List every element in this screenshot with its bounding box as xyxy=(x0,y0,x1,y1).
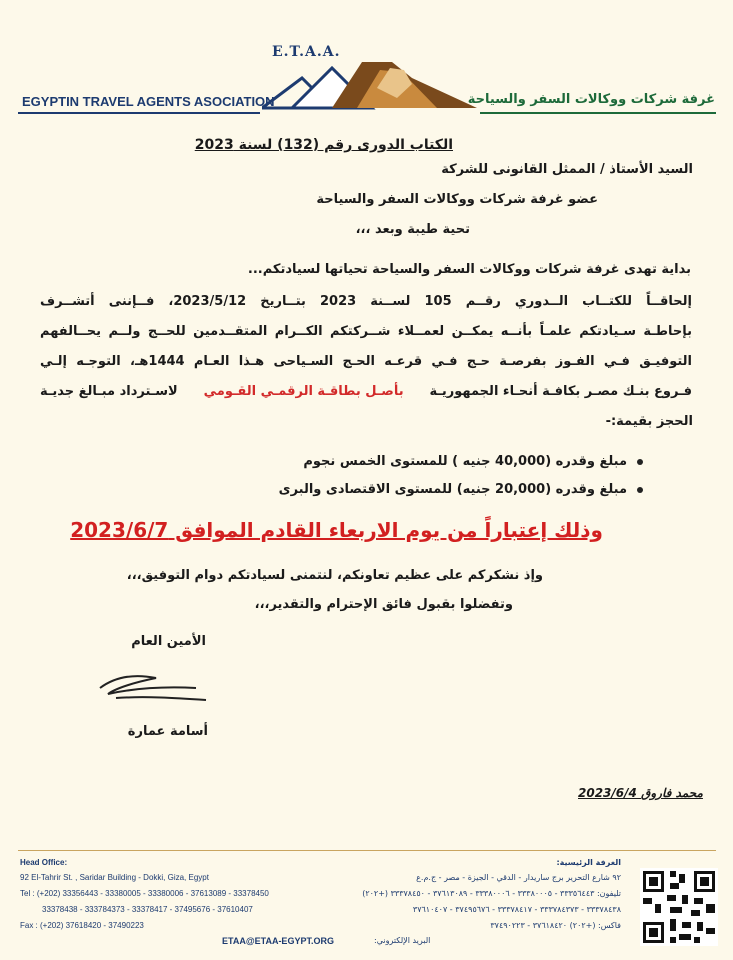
head-office-label: Head Office: xyxy=(20,858,68,867)
footer-email-label-ar: البريد الإلكتروني: xyxy=(374,936,431,945)
paragraph-line-4-start: فـروع بنـك مصـر بكافـة أنحـاء الجمهوريـة xyxy=(429,384,692,399)
header-divider-left xyxy=(18,112,260,114)
intro-line: بداية تهدى غرفة شركات ووكالات السفر والسياحة تحياتها لسيادتكم... xyxy=(247,262,691,277)
pyramid-logo-icon xyxy=(262,58,484,114)
footer-address-ar: ٩٢ شارع التحرير برج ساريدار - الدقي - الجيزة - مصر - ج.م.ع xyxy=(416,873,621,882)
bullet-text: مبلغ وقدره (40,000 جنيه ) للمستوى الخمس نجوم xyxy=(303,454,627,469)
paragraph-line-3: التوفيـق فـي الفـوز بفرصـة حـج فـي قرعـه الحـج السـياحى هـذا العـام 1444هـ، التوجـه إلـي xyxy=(40,354,693,369)
logo-abbreviation: E.T.A.A. xyxy=(272,44,341,60)
effective-date-headline: وذلك إعتباراً من يوم الاربعاء القادم الموافق 2023/6/7 xyxy=(70,518,603,542)
footer-fax-ar: فاكس: (+٢٠٢) ٣٧٦١٨٤٢٠ - ٣٧٤٩٠٢٢٣ xyxy=(490,921,621,930)
footer-tel-ar: تليفون: ٣٣٣٥٦٤٤٣ - ٣٣٣٨٠٠٠٥ - ٣٣٣٨٠٠٠٦ - ٣٧٦١٣٠٨٩ - ٣٣٣٧٨٤٥٠ (+٢٠٢) xyxy=(362,889,621,898)
paragraph-line-2: بإحاطـة سـيادتكم علمـاً بأنــه يمكــن لعمــلاء شــركتكم الكــرام المتقــدمين للحــج ولــم يحــالفهم xyxy=(40,324,692,339)
bullet-text: مبلغ وقدره (20,000 جنيه) للمستوى الاقتصادى والبرى xyxy=(278,482,627,497)
closing-line-1: وإذ نشكركم على عظيم تعاونكم، لنتمنى لسيادتكم دوام التوفيق،،، xyxy=(126,568,543,583)
qr-code-icon xyxy=(640,868,718,946)
addressee-line-2: عضو غرفة شركات ووكالات السفر والسياحة xyxy=(316,192,598,207)
paragraph-line-4 xyxy=(40,384,692,401)
paragraph-line-4-end: لاسـترداد مبـالغ جديـة xyxy=(40,384,178,399)
association-english-name: EGYPTIN TRAVEL AGENTS ASOCIATION xyxy=(22,94,275,109)
national-id-requirement: بأصـل بطاقـة الرقمـي القـومي xyxy=(203,384,404,399)
footer-email[interactable]: ETAA@ETAA-EGYPT.ORG xyxy=(222,936,334,946)
association-arabic-name: غرفة شركات ووكالات السفر والسياحة xyxy=(467,92,715,107)
footer-fax: Fax : (+202) 37618420 - 37490223 xyxy=(20,921,144,930)
paragraph-line-1: إلحاقــاً للكتــاب الــدوري رقــم 105 لســنة 2023 بتــاريخ 2023/5/12، فــإننى أتشــرف xyxy=(40,294,692,309)
addressee-line-1: السيد الأستاذ / الممثل القانونى للشركة xyxy=(441,162,693,177)
footer-tel: Tel : (+202) 33356443 - 33380005 - 33380006 - 37613089 - 33378450 xyxy=(20,889,269,898)
greeting: تحية طيبة وبعد ،،، xyxy=(355,222,470,237)
bullet-item-five-star xyxy=(303,454,643,469)
signatory-title: الأمين العام xyxy=(131,634,206,649)
bullet-item-economy xyxy=(279,482,643,497)
circular-title: الكتاب الدورى رقم (132) لسنة 2023 xyxy=(194,137,453,153)
footer-tel-continued: 33378438 - 333784373 - 33378417 - 37495676 - 37610407 xyxy=(42,905,253,914)
bullet-dot-icon xyxy=(637,459,643,465)
paragraph-line-5: الحجز بقيمة:- xyxy=(605,414,693,429)
footer-office-label-ar: الغرفة الرئيسية: xyxy=(556,858,621,867)
handwritten-date-note: 2023/6/4 محمد فاروق xyxy=(578,786,703,800)
header-divider-right xyxy=(480,112,716,114)
footer-address: 92 El-Tahrir St. , Saridar Building - Dokki, Giza, Egypt xyxy=(20,873,209,882)
footer-tel-ar-continued: ٣٣٣٧٨٤٣٨ - ٣٣٣٧٨٤٣٧٣ - ٣٣٣٧٨٤١٧ - ٣٧٤٩٥٦٧٦ - ٣٧٦١٠٤٠٧ xyxy=(412,905,621,914)
signature-icon xyxy=(96,668,216,710)
bullet-dot-icon xyxy=(637,487,643,493)
closing-line-2: وتفضلوا بقبول فائق الإحترام والتقدير،،، xyxy=(254,597,513,612)
footer-divider xyxy=(18,850,716,851)
signatory-name: أسامة عمارة xyxy=(127,724,208,739)
